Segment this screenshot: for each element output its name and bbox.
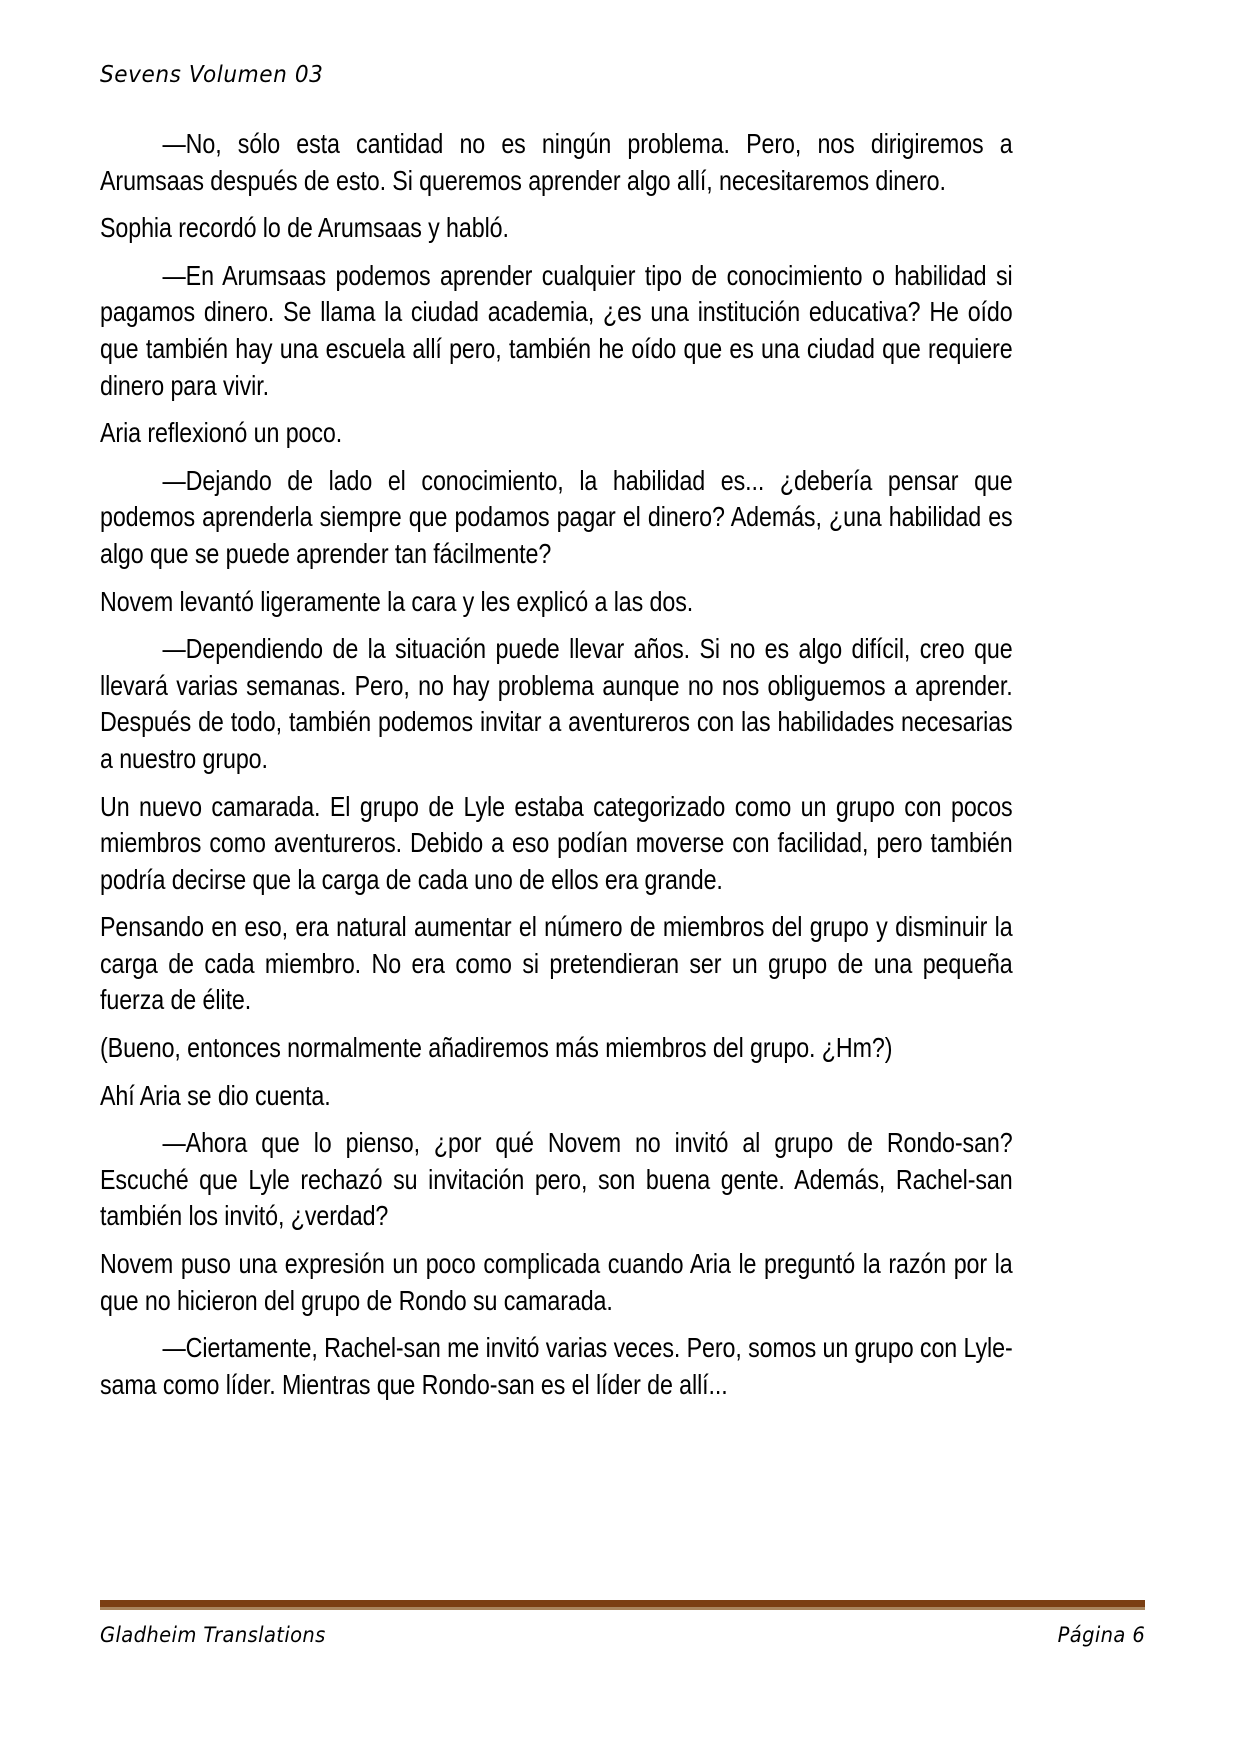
body-paragraph: —En Arumsaas podemos aprender cualquier tipo de conocimiento o habilidad si pagamos dinero. Se llama la ciudad academia, ¿es una institución educativa? He oído que también hay una escuela allí pero, también he oído que es una ciudad que requiere dinero para vivir. bbox=[100, 259, 1013, 401]
footer-divider-rule bbox=[100, 1600, 1145, 1610]
header-title: Sevens Volumen 03 bbox=[100, 62, 324, 88]
body-paragraph: —Dejando de lado el conocimiento, la habilidad es... ¿debería pensar que podemos aprenderla siempre que podamos pagar el dinero? Además, ¿una habilidad es algo que se puede aprender tan fácilmente? bbox=[100, 464, 1013, 569]
body-paragraph: —Ciertamente, Rachel-san me invitó varias veces. Pero, somos un grupo con Lyle-sama como líder. Mientras que Rondo-san es el líder de allí... bbox=[100, 1332, 1013, 1400]
body-paragraph: Un nuevo camarada. El grupo de Lyle estaba categorizado como un grupo con pocos miembros como aventureros. Debido a eso podían moverse con facilidad, pero también podría decirse que la carga de cada uno de ellos era grande. bbox=[100, 790, 1013, 895]
body-paragraph: Novem levantó ligeramente la cara y les explicó a las dos. bbox=[100, 585, 694, 617]
body-paragraph: Novem puso una expresión un poco complicada cuando Aria le preguntó la razón por la que no hicieron del grupo de Rondo su camarada. bbox=[100, 1248, 1013, 1316]
body-paragraph: —Ahora que lo pienso, ¿por qué Novem no invitó al grupo de Rondo-san? Escuché que Lyle rechazó su invitación pero, son buena gente. Además, Rachel-san también los invitó, ¿verdad? bbox=[100, 1127, 1013, 1232]
footer-row bbox=[100, 1623, 1145, 1647]
body-paragraph: Pensando en eso, era natural aumentar el número de miembros del grupo y disminuir la carga de cada miembro. No era como si pretendieran ser un grupo de una pequeña fuerza de élite. bbox=[100, 911, 1013, 1016]
page-body bbox=[100, 126, 1013, 1403]
page-header bbox=[100, 62, 1145, 104]
body-paragraph: Ahí Aria se dio cuenta. bbox=[100, 1079, 331, 1111]
body-paragraph: (Bueno, entonces normalmente añadiremos más miembros del grupo. ¿Hm?) bbox=[100, 1032, 893, 1064]
body-paragraph: Sophia recordó lo de Arumsaas y habló. bbox=[100, 212, 509, 244]
footer-translator-credit: Gladheim Translations bbox=[100, 1623, 326, 1647]
body-paragraph: —No, sólo esta cantidad no es ningún problema. Pero, nos dirigiremos a Arumsaas después de esto. Si queremos aprender algo allí, necesitaremos dinero. bbox=[100, 128, 1013, 196]
page-footer bbox=[100, 1600, 1145, 1647]
footer-page-number: Página 6 bbox=[1057, 1623, 1145, 1647]
body-paragraph: Aria reflexionó un poco. bbox=[100, 417, 343, 449]
body-paragraph: —Dependiendo de la situación puede llevar años. Si no es algo difícil, creo que llevará varias semanas. Pero, no hay problema aunque no nos obliguemos a aprender. Después de todo, también podemos invitar a aventureros con las habilidades necesarias a nuestro grupo. bbox=[100, 633, 1013, 774]
